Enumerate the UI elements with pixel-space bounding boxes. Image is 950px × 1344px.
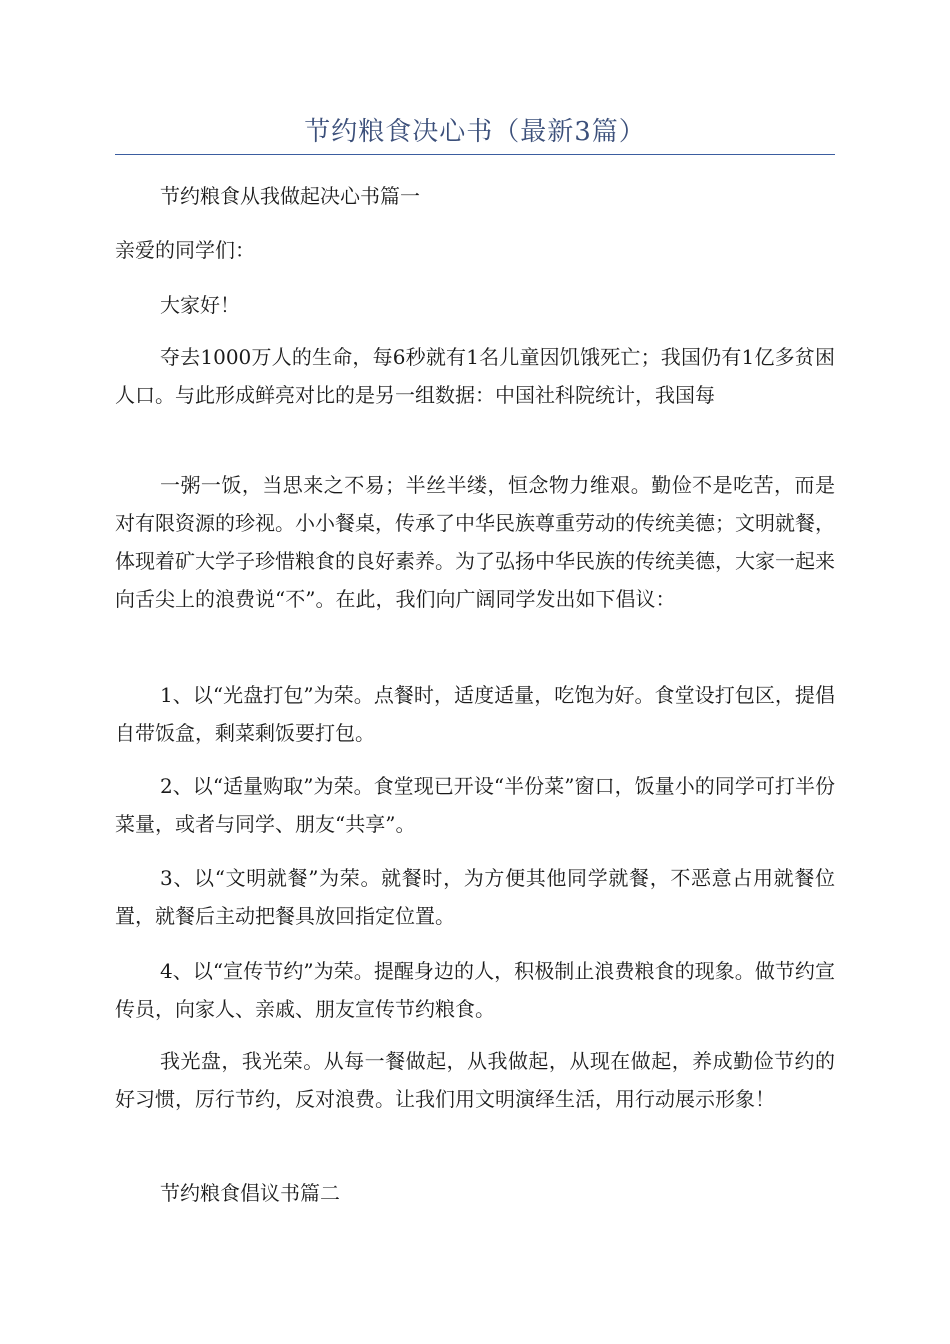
proposal-item-4: 4、以“宣传节约”为荣。提醒身边的人，积极制止浪费粮食的现象。做节约宣传员，向家人、亲戚、朋友宣传节约粮食。 — [115, 959, 835, 1021]
section2-heading: 节约粮食倡议书篇二 — [160, 1181, 340, 1205]
section1-heading: 节约粮食从我做起决心书篇一 — [160, 184, 420, 208]
greeting: 大家好！ — [160, 293, 240, 317]
document-title: 节约粮食决心书（最新3篇） — [304, 117, 646, 147]
closing-paragraph: 我光盘，我光荣。从每一餐做起，从我做起，从现在做起，养成勤俭节约的好习惯，厉行节约，反对浪费。让我们用文明演绎生活，用行动展示形象！ — [115, 1049, 835, 1111]
salutation: 亲爱的同学们： — [115, 238, 255, 262]
paragraph-1: 夺去1000万人的生命，每6秒就有1名儿童因饥饿死亡；我国仍有1亿多贫困人口。与此形成鲜亮对比的是另一组数据：中国社科院统计，我国每 — [115, 345, 835, 407]
proposal-item-3: 3、以“文明就餐”为荣。就餐时，为方便其他同学就餐，不恶意占用就餐位置，就餐后主动把餐具放回指定位置。 — [115, 866, 835, 928]
proposal-item-1: 1、以“光盘打包”为荣。点餐时，适度适量，吃饱为好。食堂设打包区，提倡自带饭盒，剩菜剩饭要打包。 — [115, 683, 835, 745]
title-underline — [115, 154, 835, 155]
paragraph-2: 一粥一饭，当思来之不易；半丝半缕，恒念物力维艰。勤俭不是吃苦，而是对有限资源的珍视。小小餐桌，传承了中华民族尊重劳动的传统美德；文明就餐，体现着矿大学子珍惜粮食的良好素养。为了弘扬中华民族的传统美德，大家一起来向舌尖上的浪费说“不”。在此，我们向广阔同学发出如下倡议： — [115, 473, 835, 611]
proposal-item-2: 2、以“适量购取”为荣。食堂现已开设“半份菜”窗口，饭量小的同学可打半份菜量，或者与同学、朋友“共享”。 — [115, 774, 835, 836]
